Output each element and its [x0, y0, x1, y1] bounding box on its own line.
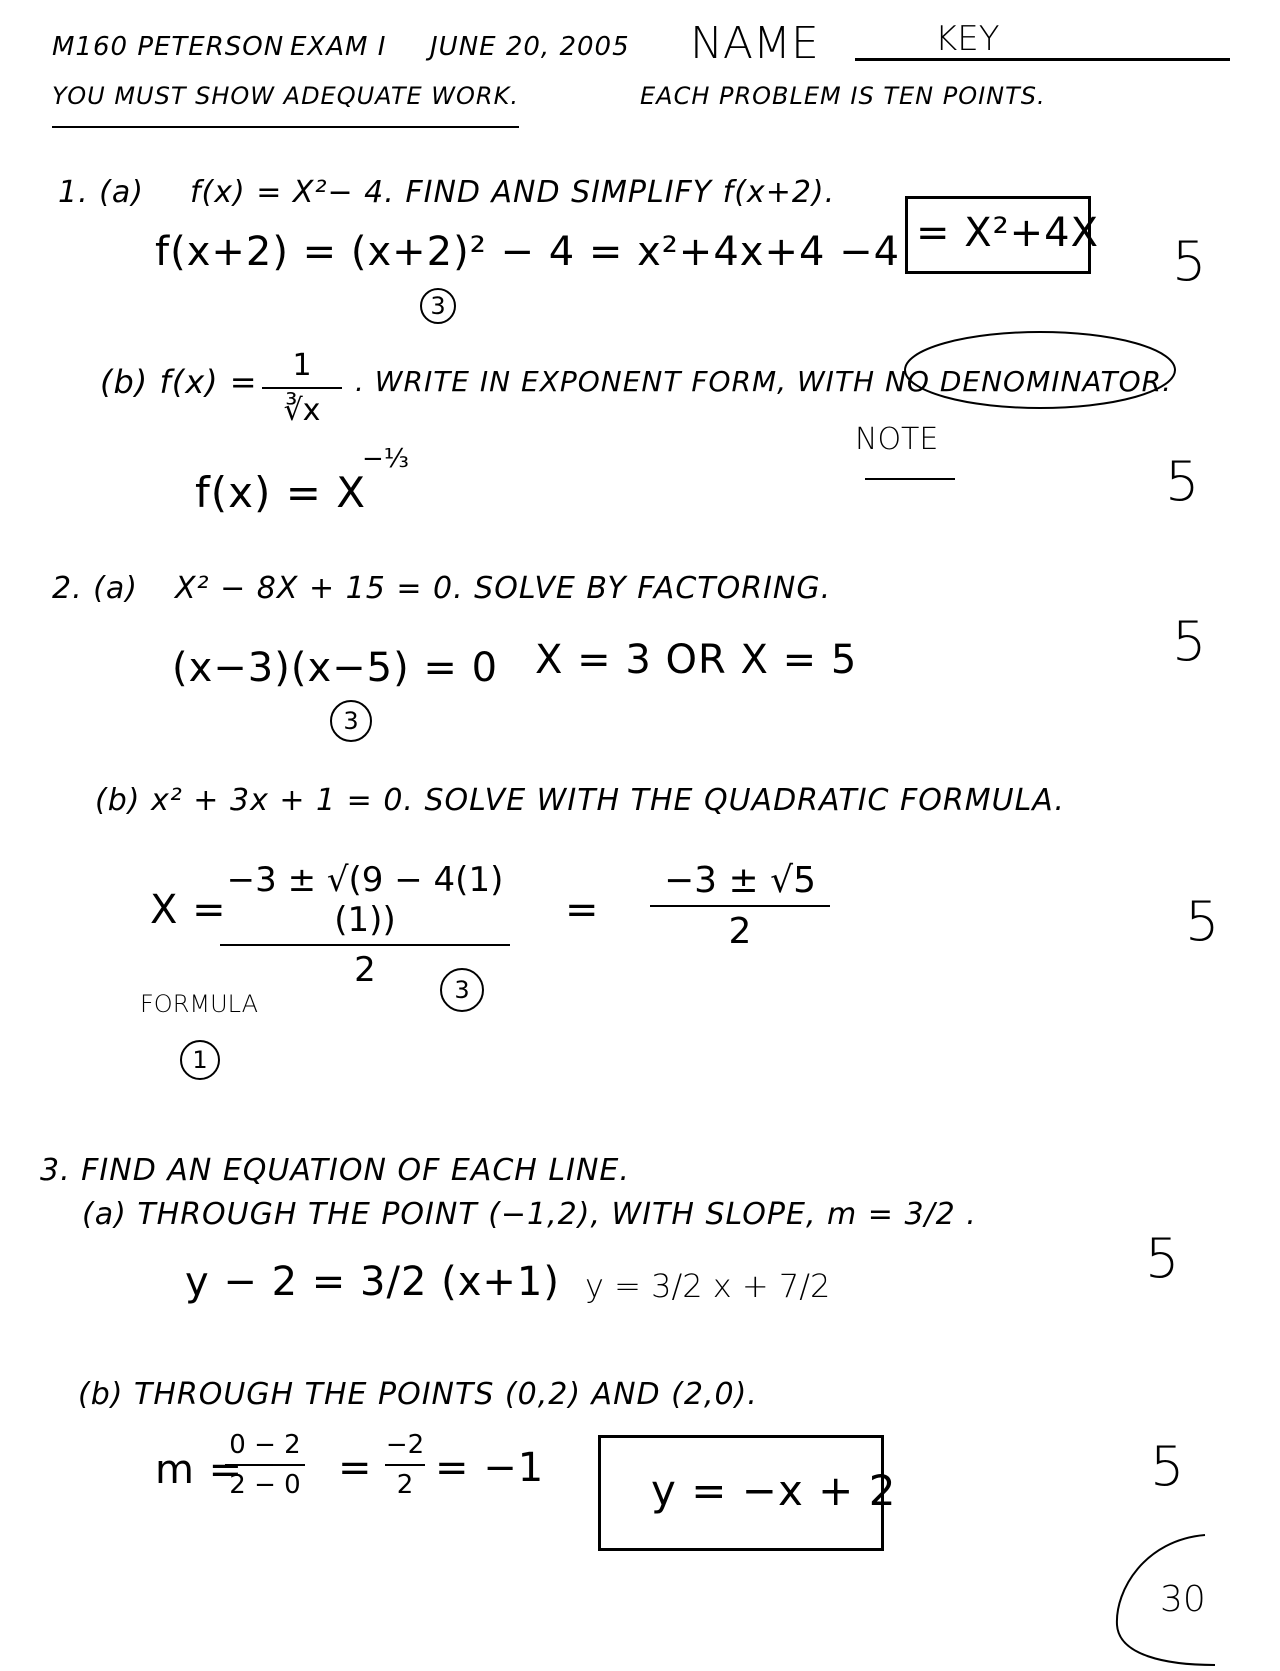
p1b-fraction — [262, 348, 342, 428]
p2b-den-1: 2 — [354, 950, 376, 990]
p1b-prompt: . WRITE IN EXPONENT FORM, WITH NO DENOMINATOR. — [355, 365, 1173, 398]
p3b-equals: = — [338, 1445, 373, 1491]
p1a-score: 5 — [1172, 230, 1207, 293]
p3b-den: 2 − 0 — [229, 1470, 301, 1500]
name-label: NAME — [690, 18, 819, 69]
p3b-fraction-1 — [225, 1430, 305, 1500]
p3b-result: = −1 — [435, 1445, 545, 1491]
p3b-answer: y = −x + 2 — [651, 1466, 897, 1515]
p2b-score: 5 — [1185, 890, 1220, 953]
note-underline — [865, 478, 955, 480]
p3a-answer: y = 3/2 x + 7/2 — [585, 1267, 831, 1305]
p3a-score: 5 — [1145, 1227, 1180, 1290]
course-label: M160 PETERSON — [52, 32, 285, 62]
p2a-score: 5 — [1172, 610, 1207, 673]
p1b-frac-bar — [262, 387, 342, 389]
no-denominator-circle — [900, 325, 1180, 415]
p3b-m: m = — [155, 1447, 244, 1493]
p3b-den-2: 2 — [396, 1470, 414, 1500]
p3b-fraction-2 — [385, 1430, 425, 1500]
p1b-frac-den: ∛x — [283, 393, 321, 428]
p3b-prompt: (b) THROUGH THE POINTS (0,2) AND (2,0). — [78, 1377, 758, 1412]
p2b-bar-1 — [220, 944, 510, 946]
p1a-answer: = X²+4X — [916, 210, 1100, 256]
exam-date: JUNE 20, 2005 — [430, 32, 630, 62]
p3b-num-2: −2 — [385, 1430, 425, 1460]
p3b-answer-box — [598, 1435, 897, 1551]
p2b-num-1: −3 ± √(9 − 4(1)(1)) — [226, 860, 504, 940]
p3a-work: y − 2 = 3/2 (x+1) — [185, 1259, 560, 1305]
p2b-equals: = — [565, 887, 600, 933]
p1a-work: f(x+2) = (x+2)² − 4 = x²+4x+4 −4 — [155, 229, 901, 275]
p2b-partial-credit: 3 — [440, 968, 484, 1012]
p1b-label: (b) f(x) = — [100, 363, 258, 401]
p1b-frac-num: 1 — [292, 348, 312, 383]
p2b-partial-formula: 1 — [180, 1040, 220, 1080]
p2b-fraction-2 — [650, 860, 830, 952]
p2b-formula-note: FORMULA — [140, 990, 258, 1018]
name-line — [855, 58, 1230, 61]
p1b-score: 5 — [1165, 450, 1200, 513]
instruction-work: YOU MUST SHOW ADEQUATE WORK. — [52, 84, 519, 128]
p2a-partial-credit: 3 — [330, 700, 372, 742]
p2a-work: (x−3)(x−5) = 0 — [172, 645, 499, 691]
p2a-label: 2. (a) — [52, 571, 138, 606]
p2b-prompt: (b) x² + 3x + 1 = 0. SOLVE WITH THE QUADRATIC FORMULA. — [95, 783, 1065, 818]
p1b-answer: f(x) = X — [195, 468, 367, 517]
p2a-answer: X = 3 OR X = 5 — [535, 637, 858, 683]
p1a-prompt: f(x) = X²− 4. FIND AND SIMPLIFY f(x+2). — [190, 175, 836, 210]
p1b-exponent: −⅓ — [362, 444, 409, 474]
p2b-bar-2 — [650, 905, 830, 907]
p3b-score: 5 — [1150, 1435, 1185, 1498]
p2b-x: X = — [150, 887, 227, 933]
p3b-num: 0 − 2 — [229, 1430, 301, 1460]
p1a-partial-credit: 3 — [420, 288, 456, 324]
p3a-prompt: (a) THROUGH THE POINT (−1,2), WITH SLOPE, m = 3/2 . — [82, 1197, 977, 1232]
p3b-bar-1 — [225, 1464, 305, 1466]
p1b-note: NOTE — [855, 422, 939, 457]
p1a-answer-box — [905, 196, 1100, 274]
exam-label: EXAM I — [290, 32, 387, 62]
p3b-bar-2 — [385, 1464, 425, 1466]
total-score: 30 — [1160, 1579, 1206, 1620]
p2b-num-2: −3 ± √5 — [664, 860, 816, 901]
p2b-den-2: 2 — [728, 911, 752, 952]
p1a-label: 1. (a) — [58, 175, 144, 210]
p2a-prompt: X² − 8X + 15 = 0. SOLVE BY FACTORING. — [175, 571, 832, 606]
p3-title: 3. FIND AN EQUATION OF EACH LINE. — [40, 1153, 630, 1188]
instruction-points: EACH PROBLEM IS TEN POINTS. — [640, 82, 1046, 110]
name-value: KEY — [935, 19, 1000, 59]
